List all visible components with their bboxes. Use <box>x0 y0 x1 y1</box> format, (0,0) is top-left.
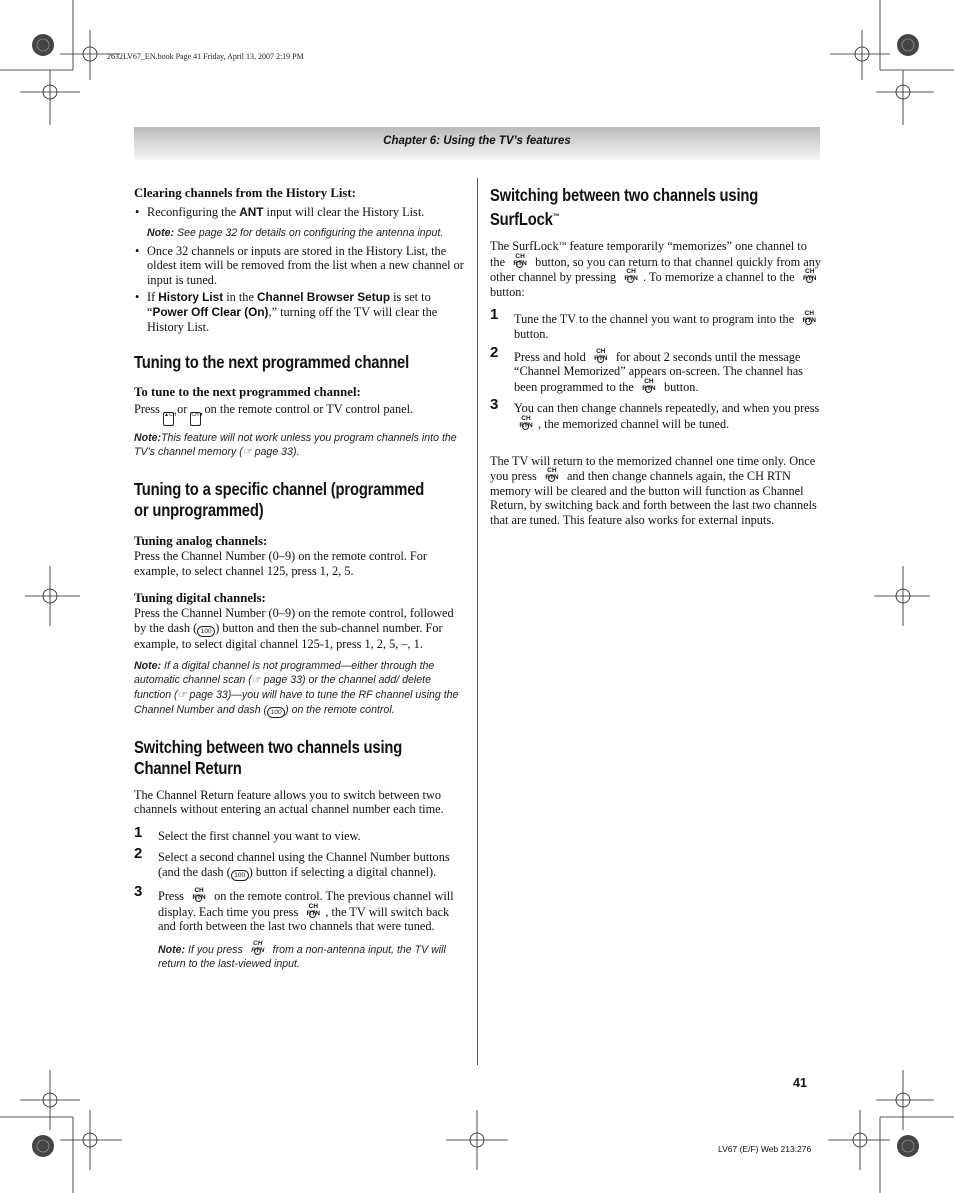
analog-heading: Tuning analog channels: <box>134 534 268 549</box>
page-ref-icon: ☞ <box>242 447 252 459</box>
ch-rtn-icon: CH RTN <box>802 310 816 325</box>
ch-down-icon: CH▼ <box>190 412 201 426</box>
ch-rtn-icon: CH RTN <box>306 902 320 917</box>
book-info: 2632LV67_EN.book Page 41 Friday, April 13, 2007 2:19 PM <box>107 52 304 61</box>
surflock-outro: The TV will return to the memorized channel one time only. Once you press CH RTN and then change channels again, the CH RTN memory will be cleared and the button will function as Channel Return, by switching back and forth between the last two channels that are tuned. This feature also works for external inputs. <box>490 453 817 527</box>
ch-rtn-icon: CH RTN <box>519 414 533 429</box>
chapter-title: Chapter 6: Using the TV’s features <box>383 135 571 147</box>
digital-note: Note: If a digital channel is not programmed—either through the automatic channel scan (☞ page 33) or the channel add/ delete function (☞ page 33)—you will have to tune the RF channel using the Channel Number and dash ( 100 ) on the remote control. <box>134 659 459 716</box>
history-heading: Clearing channels from the History List: <box>134 186 356 200</box>
history-bullet-1: • Reconfiguring the ANT input will clear the History List. <box>134 205 466 220</box>
channel-return-step-2: 2 Select a second channel using the Channel Number buttons (and the dash ( 100 ) button if selecting a digital channel). <box>134 845 450 879</box>
channel-return-step-3: 3 Press CH RTN on the remote control. The previous channel will display. Each time you press CH RTN , the TV will switch back and forth between the last two channels that were tuned. <box>134 882 454 934</box>
history-bullet-2: • Once 32 channels or inputs are stored in the History List, the oldest item will be removed from the list when a new channel or input is tuned. <box>134 244 466 288</box>
ch-rtn-icon: CH RTN <box>513 252 527 267</box>
digital-heading: Tuning digital channels: <box>134 591 266 606</box>
analog-text: Press the Channel Number (0–9) on the remote control. For example, to select channel 125, press 1, 2, 5. <box>134 549 428 578</box>
channel-return-step-1: 1 Select the first channel you want to view. <box>134 823 361 843</box>
ch-rtn-icon: CH RTN <box>624 268 638 283</box>
surflock-step-1: 1 Tune the TV to the channel you want to program into the CH RTN button. <box>490 311 822 341</box>
page-ref-icon: ☞ <box>177 689 187 701</box>
dash-100-icon: 100 <box>231 870 249 881</box>
chapter-header-band <box>134 127 820 160</box>
ch-up-icon: ▲CH <box>163 412 174 426</box>
left-column <box>134 186 466 971</box>
digital-text: Press the Channel Number (0–9) on the remote control, followed by the dash ( 100 ) button and then the sub-channel number. For example, to select digital channel 125-1, press 1, 2, 5, –, 1. <box>134 606 454 651</box>
dash-100-icon: 100 <box>267 707 285 718</box>
ch-rtn-icon: CH RTN <box>545 467 559 482</box>
ch-rtn-icon: CH RTN <box>803 268 817 283</box>
ch-rtn-icon: CH RTN <box>642 377 656 392</box>
ch-rtn-icon: CH RTN <box>192 886 206 901</box>
specific-channel-title: Tuning to a specific channel (programmed or unprogrammed) <box>134 479 425 521</box>
surflock-step-2: 2 Press and hold CH RTN for about 2 seconds until the message “Channel Memorized” appears on-screen. The channel has been programmed to the CH RTN button. <box>490 343 803 394</box>
ch-rtn-icon: CH RTN <box>251 939 265 954</box>
page-number: 41 <box>793 1076 807 1090</box>
surflock-title: Switching between two channels using SurfLock™ <box>490 185 759 229</box>
print-footer: LV67 (E/F) Web 213:276 <box>718 1144 812 1154</box>
next-channel-note: Note:This feature will not work unless you program channels into the TV’s channel memory (☞ page 33). <box>134 432 457 459</box>
dash-100-icon: 100 <box>197 626 215 637</box>
column-divider <box>477 178 478 1065</box>
right-column <box>490 185 822 528</box>
next-channel-title: Tuning to the next programmed channel <box>134 352 410 373</box>
page-ref-icon: ☞ <box>251 674 261 686</box>
ch-rtn-icon: CH RTN <box>594 347 608 362</box>
channel-return-title: Switching between two channels using Channel Return <box>134 736 403 778</box>
surflock-step-3: 3 You can then change channels repeatedly, and when you press CH RTN , the memorized channel will be tuned. <box>490 396 820 431</box>
surflock-intro: The SurfLock™ feature temporarily “memorizes” one channel to the CH RTN button, so you can return to that channel quickly from any other channel by pressing CH RTN . To memorize a channel to the CH RTN button: <box>490 239 822 299</box>
channel-return-intro: The Channel Return feature allows you to switch between two channels without entering an actual channel number each time. <box>134 787 444 817</box>
next-channel-subheading: To tune to the next programmed channel: <box>134 385 361 400</box>
history-note-1: Note: See page 32 for details on configuring the antenna input. <box>147 226 444 239</box>
channel-return-note: Note: If you press CH RTN from a non-antenna input, the TV will return to the last-viewed input. <box>158 939 446 970</box>
next-channel-instruction: Press ▲CH or CH▼ on the remote control or TV control panel. <box>134 402 466 426</box>
history-bullet-3: • If History List in the Channel Browser Setup is set to “Power Off Clear (On),” turning off the TV will clear the History List. <box>134 290 466 334</box>
